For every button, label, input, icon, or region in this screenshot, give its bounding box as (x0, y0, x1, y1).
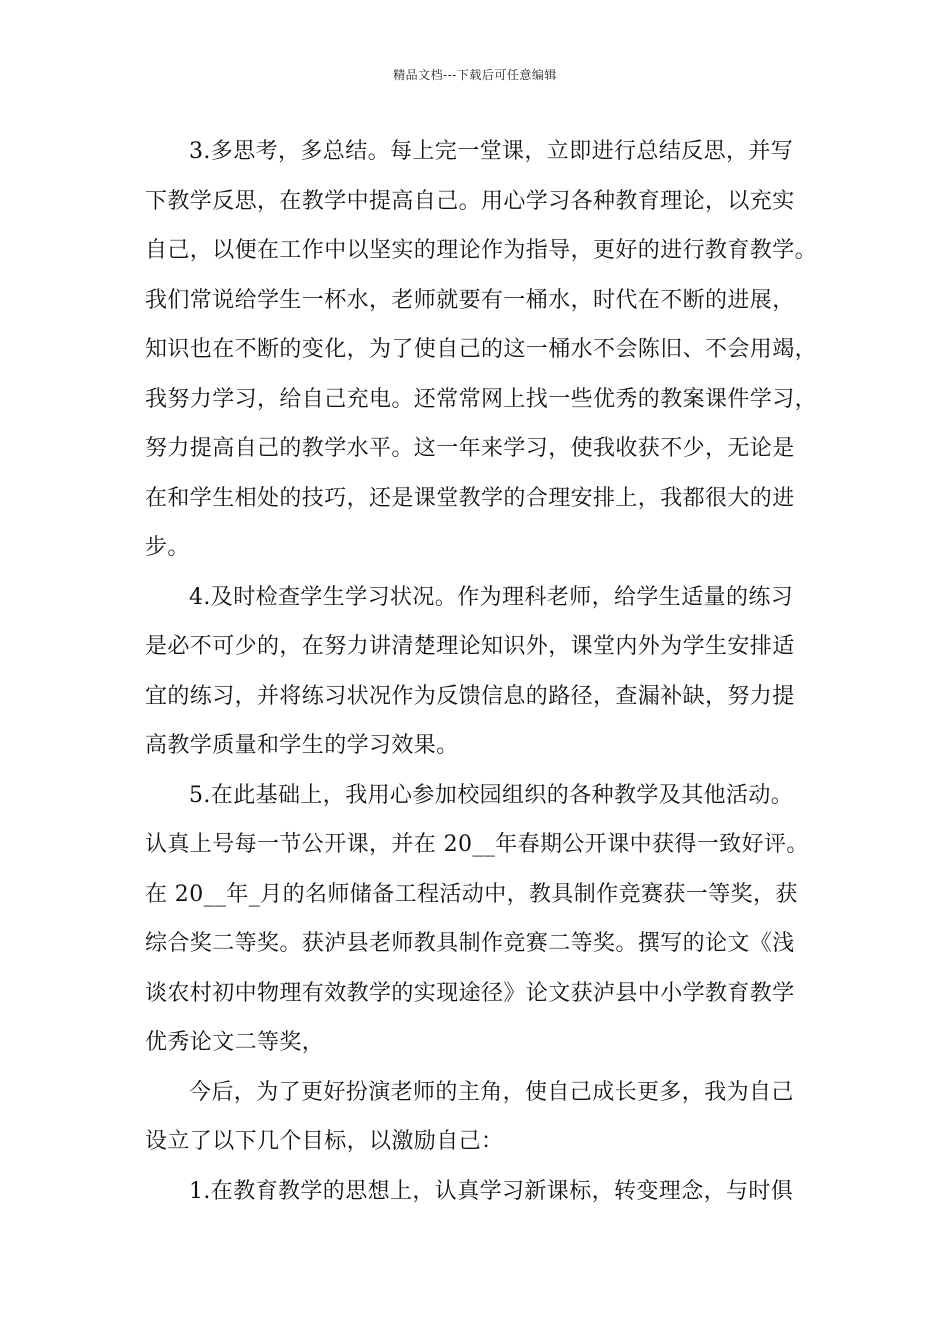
text-line: 我努力学习，给自己充电。还常常网上找一些优秀的教案课件学习， (145, 386, 818, 412)
text-line: 努力提高自己的教学水平。这一年来学习，使我收获不少，无论是 (145, 436, 795, 461)
text-line: 综合奖二等奖。获泸县老师教具制作竞赛二等奖。撰写的论文《浅 (145, 931, 795, 956)
paragraph-future (145, 1073, 813, 1172)
text-line: 在 20__年_月的名师储备工程活动中，教具制作竞赛获一等奖，获 (145, 881, 798, 907)
text-line: 1.在教育教学的思想上，认真学习新课标，转变理念，与时俱 (189, 1178, 794, 1204)
text-line: 今后，为了更好扮演老师的主角，使自己成长更多，我为自己 (189, 1079, 794, 1105)
page-header: 精品文档---下载后可任意编辑 (393, 68, 557, 82)
text-line: 在和学生相处的技巧，还是课堂教学的合理安排上，我都很大的进 (145, 485, 795, 511)
text-line: 下教学反思，在教学中提高自己。用心学习各种教育理论，以充实 (145, 188, 795, 214)
text-line: 是必不可少的，在努力讲清楚理论知识外，课堂内外为学生安排适 (145, 634, 795, 659)
text-line: 自己，以便在工作中以坚实的理论作为指导，更好的进行教育教学。 (145, 238, 818, 263)
document-body (145, 132, 818, 1221)
text-line: 宜的练习，并将练习状况作为反馈信息的路径，查漏补缺，努力提 (145, 683, 795, 709)
text-line: 高教学质量和学生的学习效果。 (145, 733, 459, 758)
paragraph-activities (145, 776, 813, 1073)
text-line: 谈农村初中物理有效教学的实现途径》论文获泸县中小学教育教学 (145, 980, 795, 1006)
text-line: 认真上号每一节公开课，并在 20__年春期公开课中获得一致好评。 (145, 832, 809, 857)
paragraph-reflection (145, 132, 818, 578)
text-line: 4.及时检查学生学习状况。作为理科老师，给学生适量的练习 (189, 584, 794, 610)
text-line: 3.多思考，多总结。每上完一堂课，立即进行总结反思，并写 (189, 139, 794, 164)
text-line: 知识也在不断的变化，为了使自己的这一桶水不会陈旧、不会用竭， (145, 337, 818, 362)
paragraph-checking (145, 578, 813, 776)
paragraph-goal-1 (145, 1172, 813, 1222)
text-line: 步。 (145, 535, 190, 560)
text-line: 我们常说给学生一杯水，老师就要有一桶水，时代在不断的进展， (145, 287, 795, 313)
text-line: 优秀论文二等奖， (145, 1030, 325, 1055)
text-line: 设立了以下几个目标，以激励自己： (145, 1129, 504, 1154)
text-line: 5.在此基础上，我用心参加校园组织的各种教学及其他活动。 (189, 782, 794, 808)
